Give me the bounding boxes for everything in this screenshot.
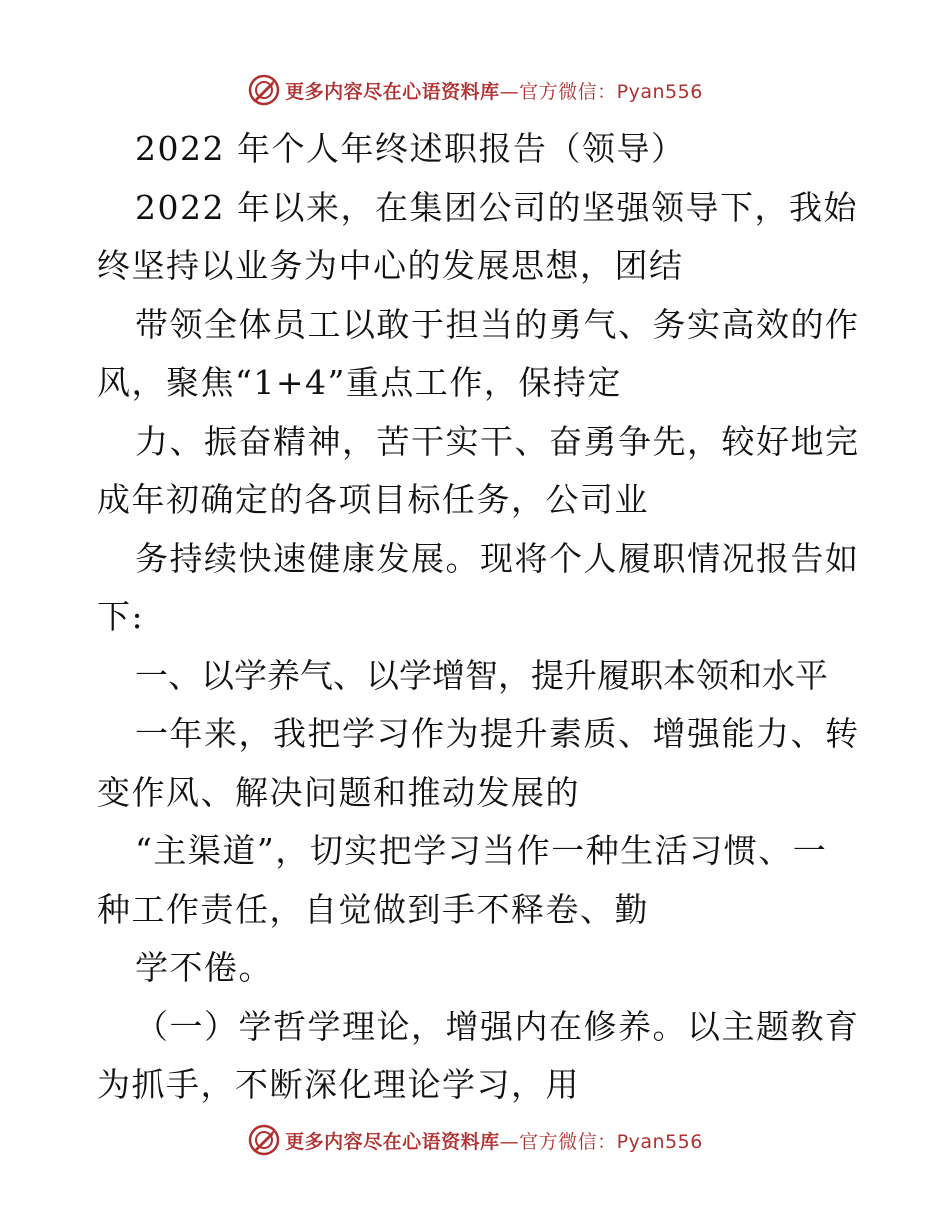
pen-logo-icon xyxy=(247,73,281,107)
paragraph-line: 2022 年以来，在集团公司的坚强领导下，我始 xyxy=(135,187,858,227)
paragraph-line: 学不倦。 xyxy=(135,948,273,987)
paragraph-line: 为抓手，不断深化理论学习，用 xyxy=(97,1065,580,1104)
paragraph-line: 种工作责任，自觉做到手不释卷、勤 xyxy=(97,889,649,929)
paragraph-line: “主渠道”，切实把学习当作一种生活习惯、一 xyxy=(135,831,828,870)
paragraph-line: 下: xyxy=(97,597,145,636)
document-title: 2022 年个人年终述职报告（领导） xyxy=(135,129,686,168)
paragraph-line: 终坚持以业务为中心的发展思想，团结 xyxy=(97,246,684,285)
footer-watermark-banner xyxy=(0,1120,950,1160)
paragraph-line: 成年初确定的各项目标任务，公司业 xyxy=(97,480,649,519)
watermark-text: 更多内容尽在心语资料库—官方微信：Pyan556 xyxy=(285,1130,703,1153)
paragraph-line: 风，聚焦“1+4”重点工作，保持定 xyxy=(97,363,622,402)
section-heading: 一、以学养气、以学增智，提升履职本领和水平 xyxy=(135,655,828,695)
paragraph-line: 变作风、解决问题和推动发展的 xyxy=(97,772,580,812)
paragraph-line: 务持续快速健康发展。现将个人履职情况报告如 xyxy=(135,538,860,578)
document-body xyxy=(97,120,860,1115)
header-watermark-banner xyxy=(0,70,950,110)
paragraph-line: 力、振奋精神，苦干实干、奋勇争先，较好地完 xyxy=(135,421,860,461)
pen-logo-icon xyxy=(247,1123,281,1157)
paragraph-line: 一年来，我把学习作为提升素质、增强能力、转 xyxy=(135,714,860,753)
paragraph-line: 带领全体员工以敢于担当的勇气、务实高效的作 xyxy=(135,304,860,344)
watermark-text: 更多内容尽在心语资料库—官方微信：Pyan556 xyxy=(285,80,703,103)
subsection-heading: （一）学哲学理论，增强内在修养。以主题教育 xyxy=(135,1006,860,1046)
